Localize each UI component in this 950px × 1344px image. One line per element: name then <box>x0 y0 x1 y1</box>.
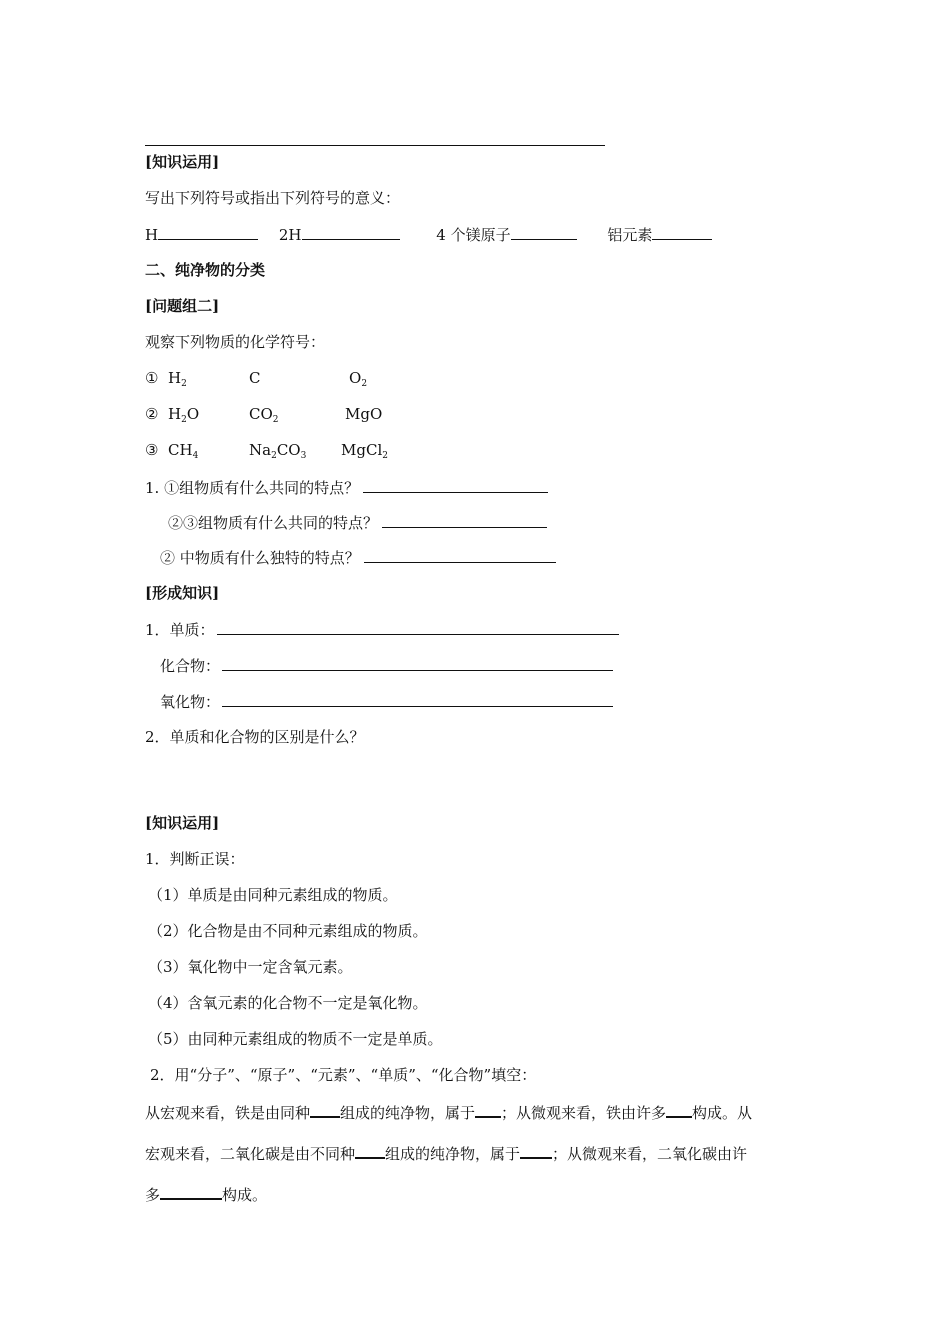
question-text: 1. ①组物质有什么共同的特点？ <box>145 479 360 497</box>
answer-blank[interactable] <box>355 1143 385 1159</box>
fill-instruction: 2．用“分子”、“原子”、“元素”、“单质”、“化合物”填空： <box>150 1066 537 1084</box>
definition-line <box>145 620 619 639</box>
symbol-item: 铝元素 <box>607 226 653 244</box>
answer-blank[interactable] <box>160 1184 222 1200</box>
paragraph-line: 从宏观来看，铁是由同种 组成的纯净物，属于 ；从微观来看，铁由许多 构成。从 <box>145 1104 753 1122</box>
row-marker: ③ <box>145 441 159 459</box>
definition-label: 化合物： <box>160 657 221 675</box>
judge-item: （5）由同种元素组成的物质不一定是单质。 <box>148 1030 443 1048</box>
question-text: 2．单质和化合物的区别是什么？ <box>145 728 365 746</box>
paragraph-line: 多 构成。 <box>145 1186 268 1204</box>
answer-blank[interactable] <box>158 225 258 240</box>
row-marker: ② <box>145 405 159 423</box>
judge-item: （3）氧化物中一定含氧元素。 <box>148 958 353 976</box>
judge-item: （4）含氧元素的化合物不一定是氧化物。 <box>148 994 428 1012</box>
judge-item: （2）化合物是由不同种元素组成的物质。 <box>148 922 428 940</box>
chemical-formula: C <box>249 369 261 387</box>
answer-blank[interactable] <box>310 1102 340 1118</box>
answer-blank[interactable] <box>382 513 547 528</box>
section-heading: [知识运用] <box>145 814 220 832</box>
group-heading: [问题组二] <box>145 297 220 315</box>
answer-blank[interactable] <box>652 225 712 240</box>
chemical-formula: MgO <box>345 405 383 423</box>
symbol-item: H <box>145 226 159 244</box>
chemical-formula: $CH_4$ <box>168 441 199 461</box>
question-line <box>160 548 556 567</box>
answer-blank[interactable] <box>520 1143 552 1159</box>
question-text: ② 中物质有什么独特的特点？ <box>160 549 360 567</box>
row-marker: ① <box>145 369 159 387</box>
section-title: 二、纯净物的分类 <box>145 261 266 279</box>
section-heading: [知识运用] <box>145 153 220 171</box>
question-line <box>168 513 547 532</box>
symbol-row <box>145 225 712 244</box>
answer-blank[interactable] <box>217 620 619 635</box>
definition-label: 氧化物： <box>160 693 221 711</box>
definition-label: 1．单质： <box>145 621 215 639</box>
question-text: ②③组物质有什么共同的特点？ <box>168 514 379 532</box>
definition-line <box>160 692 613 711</box>
judge-item: （1）单质是由同种元素组成的物质。 <box>148 886 398 904</box>
definition-line <box>160 656 613 675</box>
chemical-formula: $O_2$ <box>349 369 368 389</box>
chemical-formula: $CO_2$ <box>249 405 279 425</box>
judge-text: 1．判断正误： <box>145 850 245 868</box>
question-line <box>145 478 548 497</box>
top-rule <box>145 145 605 146</box>
chemical-formula: MgCl$_2$ <box>341 441 388 461</box>
answer-blank[interactable] <box>511 225 577 240</box>
answer-blank[interactable] <box>302 225 400 240</box>
answer-blank[interactable] <box>364 548 556 563</box>
symbol-item: 2H <box>278 226 302 244</box>
paragraph-line: 宏观来看，二氧化碳是由不同种 组成的纯净物，属于 ；从微观来看，二氧化碳由许 <box>145 1145 748 1163</box>
symbol-item: 4 个镁原子 <box>436 226 511 244</box>
observe-text: 观察下列物质的化学符号： <box>145 333 326 351</box>
answer-blank[interactable] <box>363 478 548 493</box>
chemical-formula: $Na_2CO_3$ <box>249 441 307 461</box>
answer-blank[interactable] <box>222 692 613 707</box>
answer-blank[interactable] <box>222 656 613 671</box>
answer-blank[interactable] <box>475 1102 501 1118</box>
chemical-formula: $H_2$ <box>168 369 187 389</box>
answer-blank[interactable] <box>666 1102 692 1118</box>
chemical-formula: $H_2O$ <box>168 405 200 425</box>
instruction-text: 写出下列符号或指出下列符号的意义： <box>145 189 401 207</box>
form-knowledge-heading: [形成知识] <box>145 584 220 602</box>
